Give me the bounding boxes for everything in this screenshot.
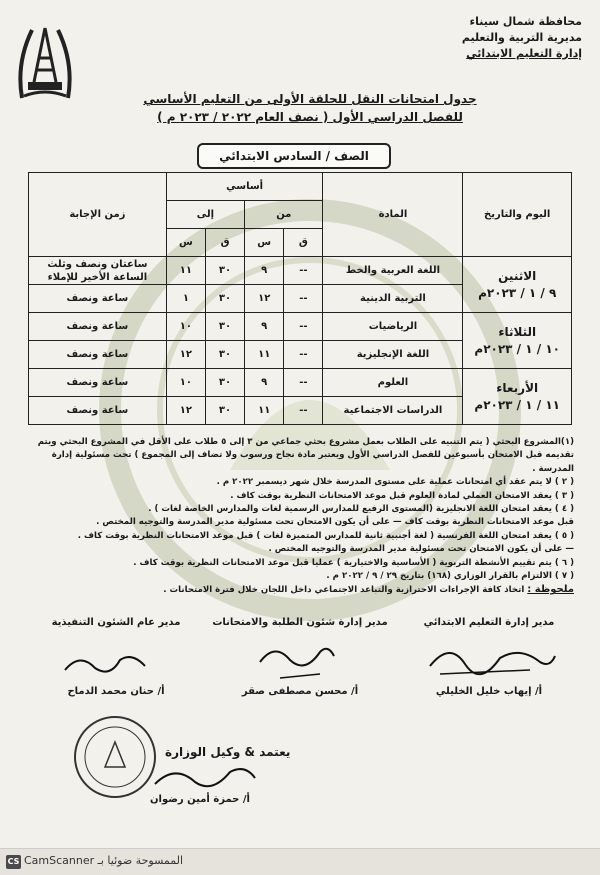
to-minute-cell: ٣٠ <box>205 285 244 313</box>
signature-name-primary-director: أ/ إيهاب خليل الخليلي <box>435 686 543 697</box>
day-name: الأربعاء <box>496 380 539 395</box>
to-hour-cell: ١١ <box>166 257 205 285</box>
note-item: ( ٤ ) يعقد امتحان اللغة الانجليزية (المستوى الرفيع للمدارس الرسمية لغات والمدارس الخاصة لغات ) . <box>148 504 574 515</box>
header-to: إلى <box>166 201 244 229</box>
day-date: ٩ / ١ / ٢٠٢٣م <box>478 285 557 300</box>
to-hour-cell: ١٠ <box>166 313 205 341</box>
title-line-1: جدول امتحانات النقل للحلقة الأولى من التعليم الأساسي <box>143 92 477 106</box>
header-from-hour: س <box>245 229 284 257</box>
from-hour-cell: ٩ <box>245 369 284 397</box>
grade-label: الصف / السادس الابتدائي <box>197 143 391 169</box>
from-minute-cell: -- <box>284 397 323 425</box>
from-hour-cell: ١١ <box>245 341 284 369</box>
table-row <box>29 369 572 397</box>
header-from: من <box>245 201 323 229</box>
subject-cell: الرياضيات <box>323 313 463 341</box>
note-item: (١)المشروع البحثي ( يتم التنبيه على الطلاب بعمل مشروع بحثي جماعي من ٣ إلى ٥ طلاب على الأقل في المشروع البحثي ويتم تقديمه قبل الامتحان بأسبوعين للفصل الدراسي الأول ويعتبر مادة نجاح ورسوب ولا تضاف إلى المجموع ) تحت مسئولية إدارة المدرسة . <box>37 437 574 474</box>
important-note <box>24 583 574 597</box>
camscanner-logo: CS <box>6 855 21 869</box>
subject-cell: العلوم <box>323 369 463 397</box>
header-basic: أساسي <box>166 173 323 201</box>
handwritten-signature <box>420 636 560 682</box>
signature-title-exams-director: مدير إدارة شئون الطلبة والامتحانات <box>212 617 388 628</box>
answer-time-cell: ساعتان ونصف وثلث الساعة الأخير للإملاء <box>29 257 167 285</box>
from-hour-cell: ٩ <box>245 313 284 341</box>
table-header-row <box>29 173 572 201</box>
to-minute-cell: ٣٠ <box>205 397 244 425</box>
answer-time-cell: ساعة ونصف <box>29 369 167 397</box>
note-item: ( ٦ ) يتم تقييم الأنشطة التربوية ( الأساسية والاختيارية ) عمليا قبل موعد الامتحانات النظرية بوقت كاف . <box>133 557 574 568</box>
from-hour-cell: ٩ <box>245 257 284 285</box>
header-from-minute: ق <box>284 229 323 257</box>
answer-time-cell: ساعة ونصف <box>29 313 167 341</box>
from-hour-cell: ١٢ <box>245 285 284 313</box>
from-minute-cell: -- <box>284 369 323 397</box>
note-label: ملحوظة : <box>527 584 574 596</box>
to-minute-cell: ٣٠ <box>205 369 244 397</box>
to-minute-cell: ٣٠ <box>205 313 244 341</box>
document-title <box>110 90 510 126</box>
governorate-name: محافظة شمال سيناء <box>469 15 582 28</box>
note-item: — على أن يكون الامتحان تحت مسئولية مدير المدرسة والتوجيه المختص . <box>268 544 574 555</box>
header-to-minute: ق <box>205 229 244 257</box>
oil-rig-logo <box>14 18 76 102</box>
authority-header <box>372 14 582 62</box>
note-text: اتخاذ كافة الإجراءات الاحترازية والتباعد الاجتماعي داخل اللجان خلال فترة الامتحانات . <box>163 585 525 596</box>
from-minute-cell: -- <box>284 285 323 313</box>
signature-name-executive-director: أ/ حنان محمد الدماح <box>67 686 165 697</box>
day-cell <box>463 313 572 369</box>
answer-time-cell: ساعة ونصف <box>29 397 167 425</box>
subject-cell: التربية الدينية <box>323 285 463 313</box>
subject-cell: اللغة العربية والخط <box>323 257 463 285</box>
to-minute-cell: ٣٠ <box>205 341 244 369</box>
from-hour-cell: ١١ <box>245 397 284 425</box>
day-cell <box>463 369 572 425</box>
scanner-footer <box>0 848 600 875</box>
to-minute-cell: ٣٠ <box>205 257 244 285</box>
title-line-2: للفصل الدراسي الأول ( نصف العام ٢٠٢٢ / ٢٠٢٣ م ) <box>157 110 463 124</box>
to-hour-cell: ١٢ <box>166 341 205 369</box>
day-date: ١٠ / ١ / ٢٠٢٣م <box>474 341 560 356</box>
from-minute-cell: -- <box>284 313 323 341</box>
handwritten-signature <box>60 646 150 682</box>
day-name: الثلاثاء <box>498 324 537 339</box>
approval-name: أ/ حمزة أمين رضوان <box>150 794 250 805</box>
to-hour-cell: ١ <box>166 285 205 313</box>
header-day-date: اليوم والتاريخ <box>463 173 572 257</box>
handwritten-signature <box>250 634 340 684</box>
subject-cell: الدراسات الاجتماعية <box>323 397 463 425</box>
from-minute-cell: -- <box>284 257 323 285</box>
signature-name-exams-director: أ/ محسن مصطفى صقر <box>241 686 359 697</box>
official-stamp <box>70 712 160 802</box>
handwritten-signature <box>150 760 260 794</box>
note-item: ( ٧ ) الالتزام بالقرار الوزاري (١٦٨) بتاريخ ٢٩ / ٩ / ٢٠٢٢ م . <box>326 571 574 582</box>
notes-section <box>24 436 574 598</box>
to-hour-cell: ١٢ <box>166 397 205 425</box>
directorate-name: مديرية التربية والتعليم <box>461 31 582 44</box>
header-answer-time: زمن الإجابة <box>29 173 167 257</box>
note-item: قبل موعد الامتحانات النظرية بوقت كاف — على أن يكون الامتحان تحت مسئولية مدير المدرسة والتوجيه المختص . <box>96 517 574 528</box>
header-subject: المادة <box>323 173 463 257</box>
signature-title-executive-director: مدير عام الشئون التنفيذية <box>51 617 181 628</box>
note-item: ( ٢ ) لا يتم عقد أي امتحانات عملية على مستوى المدرسة خلال شهر ديسمبر ٢٠٢٢ م . <box>216 477 574 488</box>
note-item: ( ٣ ) يعقد الامتحان العملي لمادة العلوم قبل موعد الامتحانات النظرية بوقت كاف . <box>230 490 574 501</box>
from-minute-cell: -- <box>284 341 323 369</box>
day-date: ١١ / ١ / ٢٠٢٣م <box>474 397 560 412</box>
exam-schedule-table <box>28 172 572 425</box>
answer-time-cell: ساعة ونصف <box>29 341 167 369</box>
to-hour-cell: ١٠ <box>166 369 205 397</box>
signature-title-primary-director: مدير إدارة التعليم الابتدائي <box>423 617 555 628</box>
table-row <box>29 257 572 285</box>
day-cell <box>463 257 572 313</box>
administration-name: إدارة التعليم الابتدائي <box>466 47 582 60</box>
note-item: ( ٥ ) يعقد امتحان اللغة الفرنسية ( لغة أجنبية ثانية للمدارس المتميزة لغات ) قبل موعد الامتحانات النظرية بوقت كاف . <box>77 530 574 541</box>
approval-label: يعتمد & وكيل الوزارة <box>165 745 291 759</box>
subject-cell: اللغة الإنجليزية <box>323 341 463 369</box>
scanner-watermark-text: الممسوحة ضوئيا بـ CamScanner <box>24 854 184 867</box>
table-row <box>29 313 572 341</box>
day-name: الاثنين <box>498 268 537 283</box>
header-to-hour: س <box>166 229 205 257</box>
answer-time-cell: ساعة ونصف <box>29 285 167 313</box>
